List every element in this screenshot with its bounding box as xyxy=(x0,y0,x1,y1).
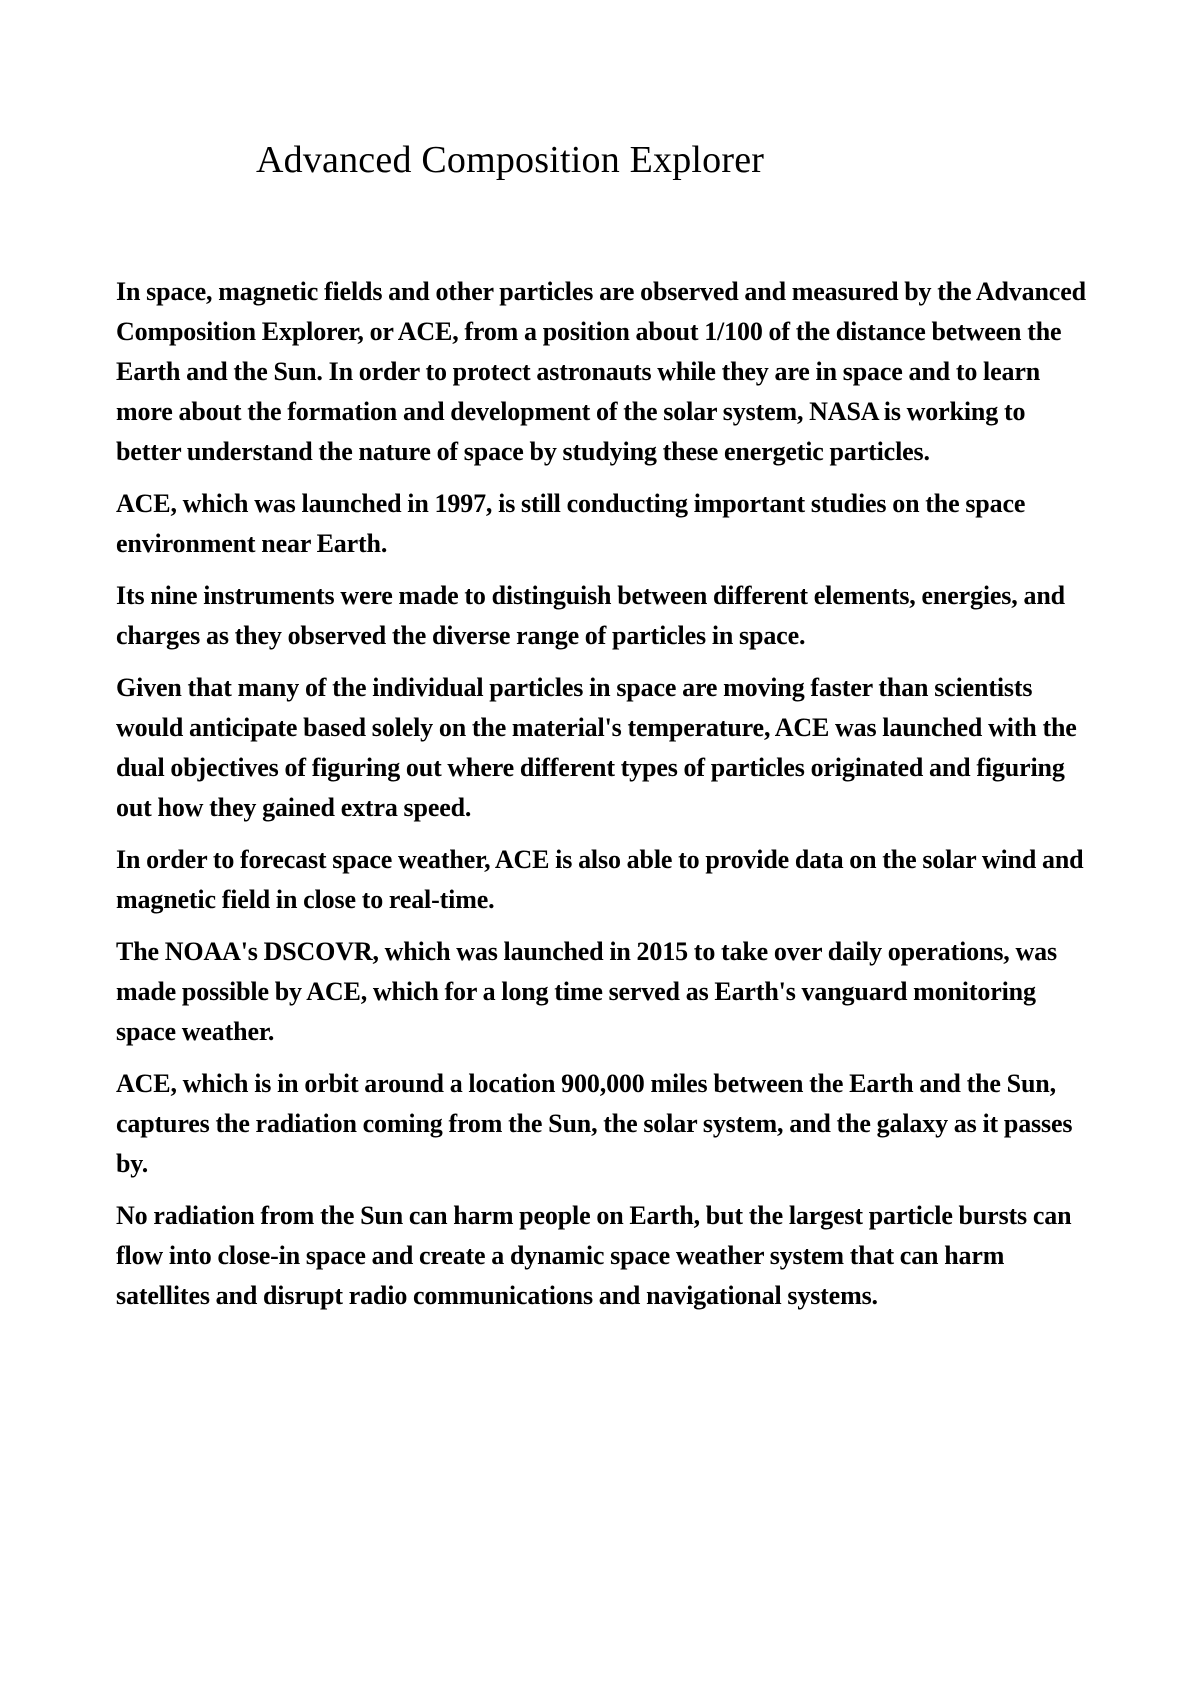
paragraph-3: Its nine instruments were made to distinguish between different elements, energies, and charges as they observed the diverse range of particles in space. xyxy=(116,581,1065,650)
paragraph-5: In order to forecast space weather, ACE is also able to provide data on the solar wind and magnetic field in close to real-time. xyxy=(116,845,1084,914)
paragraph-8: No radiation from the Sun can harm people on Earth, but the largest particle bursts can flow into close-in space and create a dynamic space weather system that can harm satellites and disrupt radio communications and navigational systems. xyxy=(116,1201,1072,1310)
paragraph-4: Given that many of the individual particles in space are moving faster than scientists would anticipate based solely on the material's temperature, ACE was launched with the dual objectives of figuring out where different types of particles originated and figuring out how they gained extra speed. xyxy=(116,673,1077,822)
paragraph-6: The NOAA's DSCOVR, which was launched in 2015 to take over daily operations, was made possible by ACE, which for a long time served as Earth's vanguard monitoring space weather. xyxy=(116,937,1057,1046)
document-title: Advanced Composition Explorer xyxy=(256,139,765,181)
paragraph-2: ACE, which was launched in 1997, is still conducting important studies on the space environment near Earth. xyxy=(116,489,1026,558)
paragraph-1: In space, magnetic fields and other particles are observed and measured by the Advanced Composition Explorer, or ACE, from a position about 1/100 of the distance between the Earth and the Sun. In order to protect astronauts while they are in space and to learn more about the formation and development of the solar system, NASA is working to better understand the nature of space by studying these energetic particles. xyxy=(116,277,1086,466)
document-body xyxy=(116,272,1096,1328)
paragraph-7: ACE, which is in orbit around a location 900,000 miles between the Earth and the Sun, captures the radiation coming from the Sun, the solar system, and the galaxy as it passes by. xyxy=(116,1069,1073,1178)
